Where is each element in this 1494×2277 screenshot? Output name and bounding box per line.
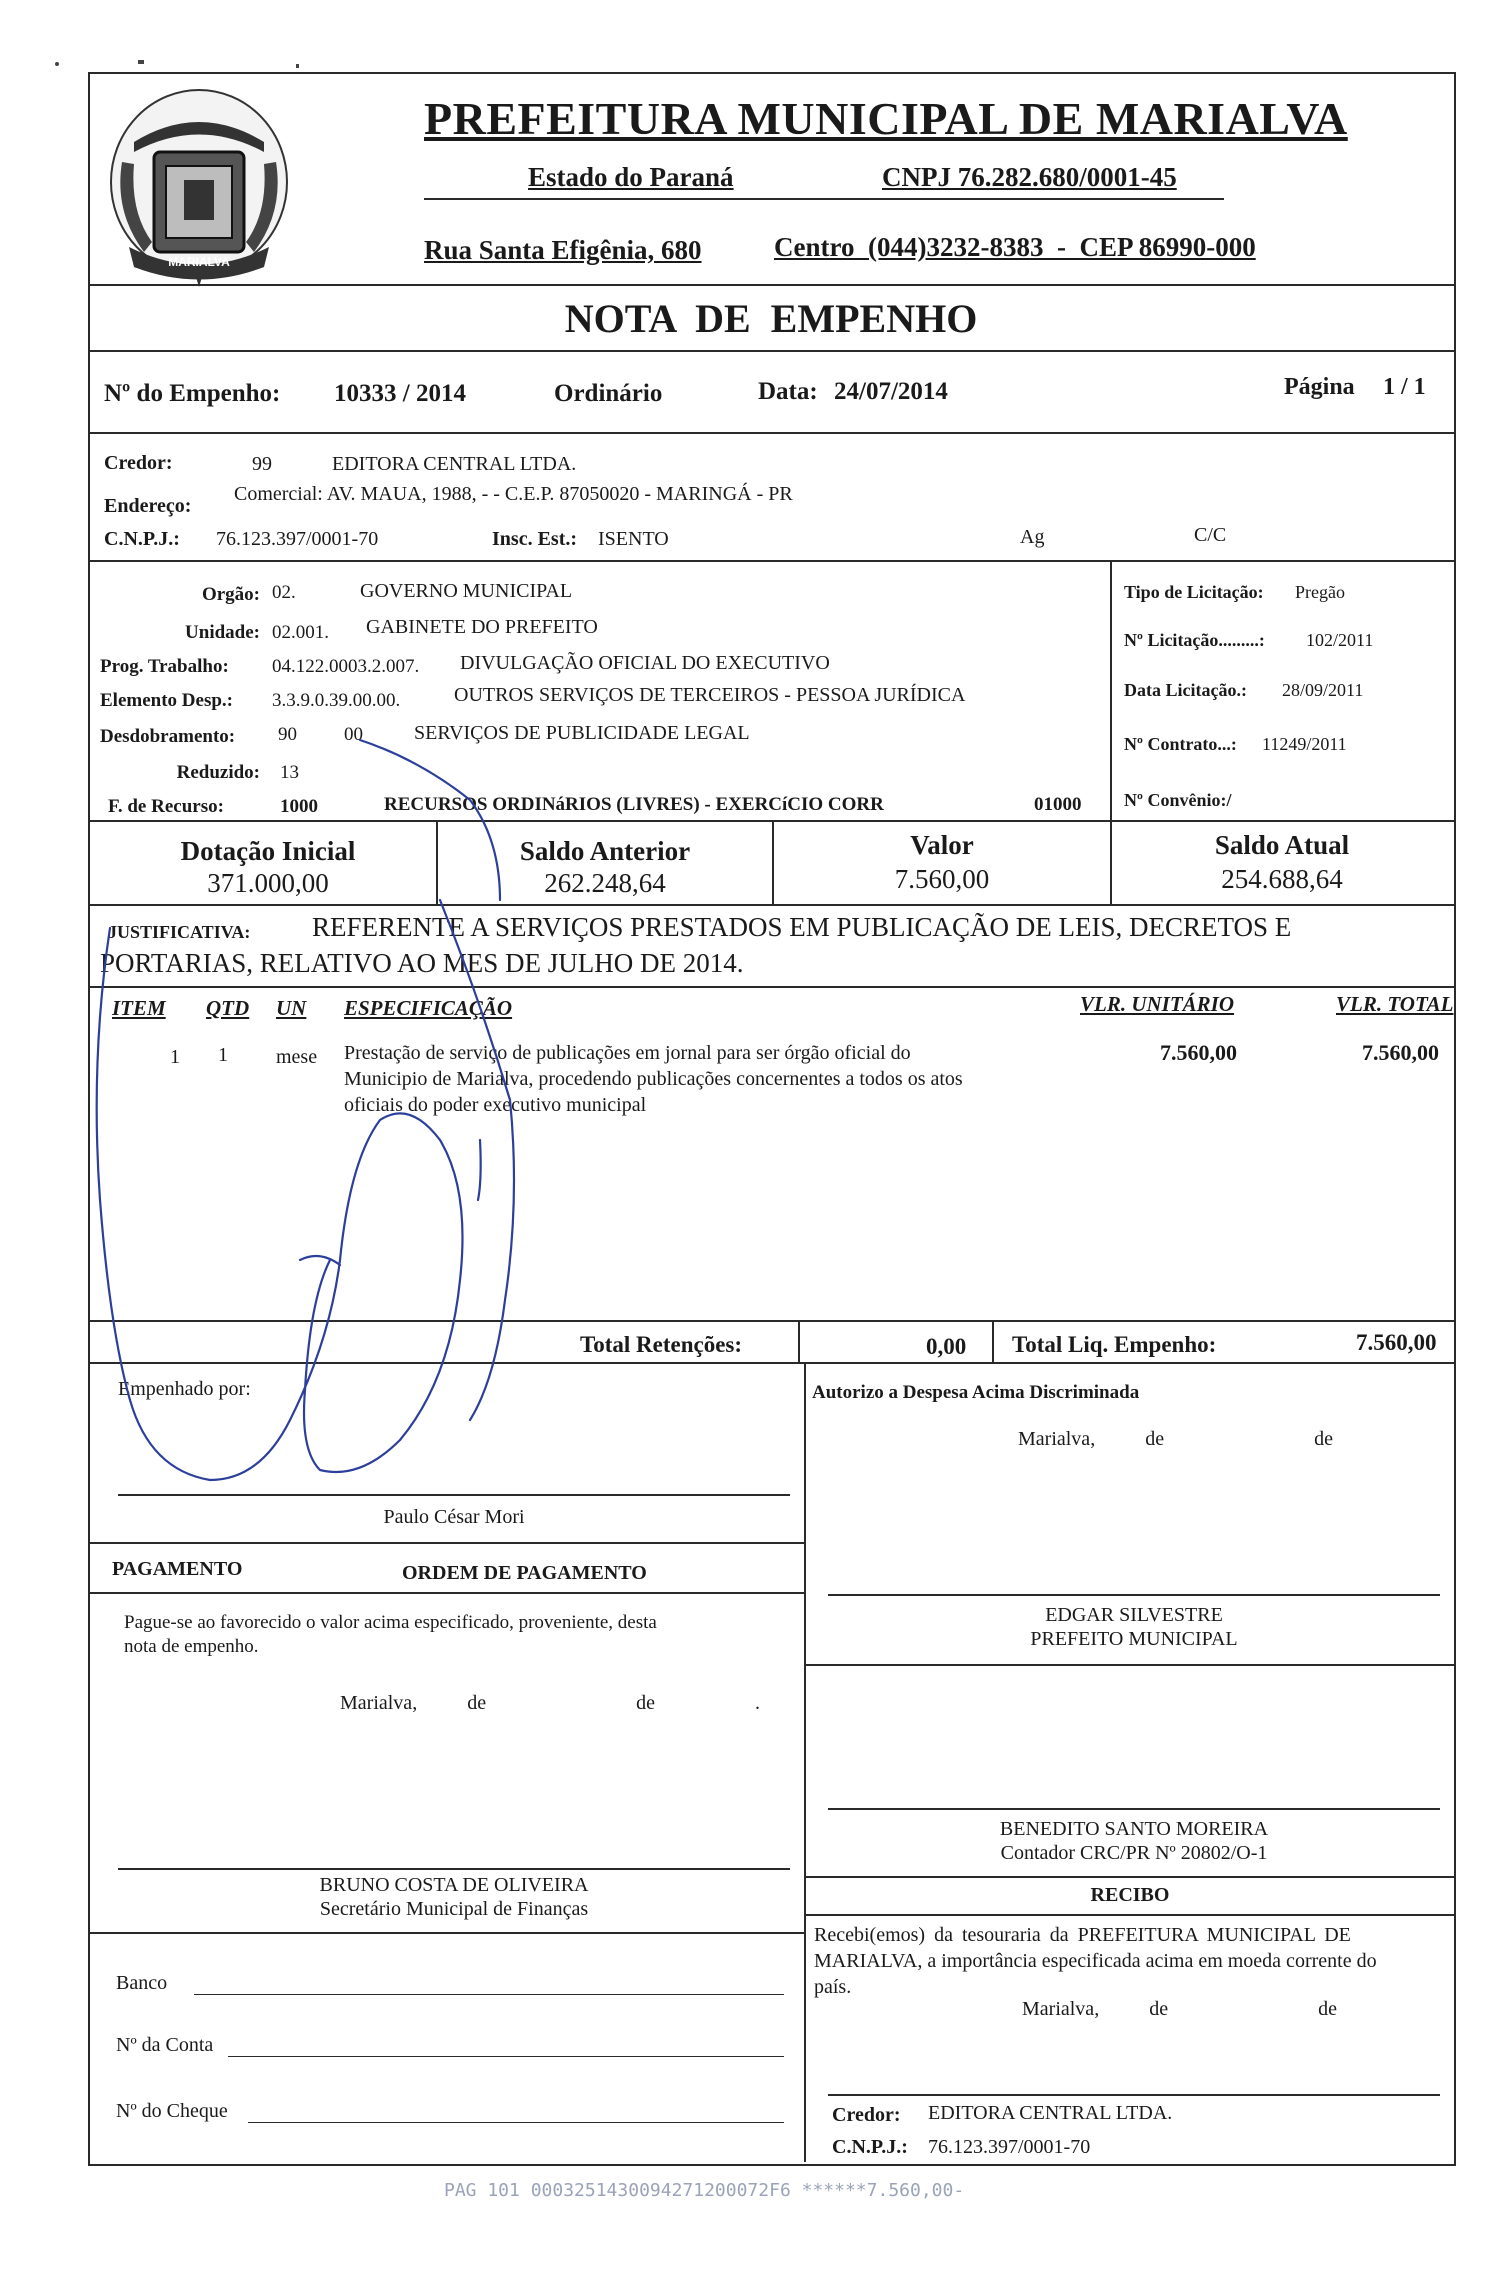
justificativa-label: JUSTIFICATIVA:	[108, 922, 251, 942]
col-total-value: VLR. TOTAL	[1336, 992, 1454, 1016]
credor-label: Credor:	[104, 452, 173, 474]
saldo-anterior-label: Saldo Anterior	[519, 836, 691, 866]
saldo-atual-label: Saldo Atual	[1214, 830, 1350, 860]
cnpj-label: C.N.P.J.:	[104, 528, 180, 550]
credor-address: Comercial: AV. MAUA, 1988, - - C.E.P. 87050020 - MARINGÁ - PR	[234, 483, 793, 505]
reduzido-label: Reduzido:	[176, 762, 260, 783]
col-un: UN	[276, 996, 307, 1020]
page-label: Página	[1284, 374, 1355, 400]
num-licitacao: 102/2011	[1306, 630, 1374, 650]
place-date-2: Marialva, de de .	[340, 1692, 760, 1714]
pague-line1: Pague-se ao favorecido o valor acima especificado, proveniente, desta	[124, 1612, 657, 1633]
row-un: mese	[276, 1046, 318, 1068]
empenho-date-label: Data:	[758, 378, 818, 405]
empenho-number: 10333 / 2014	[334, 380, 466, 407]
ag-label: Ag	[1020, 526, 1045, 548]
elemento-code: 3.3.9.0.39.00.00.	[272, 690, 401, 711]
contador-title: Contador CRC/PR Nº 20802/O-1	[1000, 1842, 1268, 1864]
col-spec: ESPECIFICAÇÃO	[344, 996, 513, 1020]
empenho-number-label: Nº do Empenho:	[104, 380, 281, 407]
ordem-label: ORDEM DE PAGAMENTO	[402, 1562, 647, 1584]
recurso-label: F. de Recurso:	[108, 796, 224, 817]
elemento-name: OUTROS SERVIÇOS DE TERCEIROS - PESSOA JURÍDICA	[454, 684, 966, 706]
justificativa-line1: REFERENTE A SERVIÇOS PRESTADOS EM PUBLICAÇÃO DE LEIS, DECRETOS E	[312, 912, 1292, 942]
saldo-atual-value: 254.688,64	[1221, 864, 1343, 894]
recurso-name: RECURSOS ORDINáRIOS (LIVRES) - EXERCíCIO CORR	[384, 794, 884, 815]
recibo-line2: MARIALVA, a importância especificada acima em moeda corrente do	[814, 1950, 1377, 1972]
header-cnpj: CNPJ 76.282.680/0001-45	[882, 162, 1177, 192]
unidade-code: 02.001.	[272, 622, 329, 643]
valor-value: 7.560,00	[894, 864, 990, 894]
prefeitura-title: PREFEITURA MUNICIPAL DE MARIALVA	[424, 93, 1348, 144]
retencoes-label: Total Retenções:	[580, 1332, 743, 1357]
state-name: Estado do Paraná	[528, 162, 734, 192]
recibo-credor: EDITORA CENTRAL LTDA.	[928, 2102, 1173, 2124]
recibo-label: RECIBO	[1090, 1884, 1170, 1906]
insc-value: ISENTO	[598, 528, 669, 550]
prefeito-name: EDGAR SILVESTRE	[1045, 1604, 1223, 1626]
orgao-name: GOVERNO MUNICIPAL	[360, 580, 573, 602]
unidade-name: GABINETE DO PREFEITO	[366, 616, 598, 638]
valor-label: Valor	[910, 830, 974, 860]
dotacao-label: Dotação Inicial	[180, 836, 356, 866]
header-contact: Centro (044)3232-8383 - CEP 86990-000	[774, 232, 1256, 262]
empenho-date: 24/07/2014	[834, 378, 948, 405]
insc-label: Insc. Est.:	[492, 528, 578, 550]
page-number: 1 / 1	[1383, 374, 1426, 400]
prog-code: 04.122.0003.2.007.	[272, 656, 420, 677]
prefeito-title: PREFEITO MUNICIPAL	[1030, 1628, 1238, 1650]
recibo-line1: Recebi(emos) da tesouraria da PREFEITURA MUNICIPAL DE	[814, 1924, 1351, 1946]
row-unit-value: 7.560,00	[1160, 1040, 1237, 1065]
row-item: 1	[170, 1046, 180, 1068]
row-spec-line3: oficiais do poder executivo municipal	[344, 1094, 647, 1116]
orgao-code: 02.	[272, 582, 296, 603]
prog-name: DIVULGAÇÃO OFICIAL DO EXECUTIVO	[460, 652, 830, 674]
orgao-label: Orgão:	[201, 584, 260, 605]
col-qtd: QTD	[206, 996, 250, 1020]
unidade-label: Unidade:	[185, 622, 260, 643]
justificativa-line2: PORTARIAS, RELATIVO AO MES DE JULHO DE 2014.	[100, 948, 744, 978]
banco-label: Banco	[116, 1972, 168, 1994]
recurso-code2: 01000	[1034, 794, 1082, 815]
recibo-credor-label: Credor:	[832, 2104, 901, 2126]
row-spec-line1: Prestação de serviço de publicações em jornal para ser órgão oficial do	[344, 1042, 911, 1064]
dotacao-value: 371.000,00	[207, 868, 329, 898]
pagamento-label: PAGAMENTO	[112, 1558, 243, 1580]
pague-line2: nota de empenho.	[124, 1636, 259, 1657]
tipo-licitacao-label: Tipo de Licitação:	[1124, 582, 1264, 602]
secretario-name: BRUNO COSTA DE OLIVEIRA	[319, 1874, 589, 1896]
empenhado-name: Paulo César Mori	[383, 1506, 525, 1528]
empenho-type: Ordinário	[554, 380, 663, 407]
total-liq-value: 7.560,00	[1356, 1330, 1437, 1355]
empenhado-label: Empenhado por:	[118, 1378, 251, 1400]
cheque-label: Nº do Cheque	[116, 2100, 228, 2122]
saldo-anterior-value: 262.248,64	[544, 868, 666, 898]
address-label: Endereço:	[104, 495, 192, 517]
total-liq-label: Total Liq. Empenho:	[1012, 1332, 1217, 1357]
header-street: Rua Santa Efigênia, 680	[424, 235, 702, 265]
payment-stamp-line: PAG 101 0003251430094271200072F6 ******7.560,00-	[444, 2180, 965, 2201]
contrato-number: 11249/2011	[1262, 734, 1347, 754]
col-unit-value: VLR. UNITÁRIO	[1080, 992, 1235, 1016]
contrato-label: Nº Contrato...:	[1124, 734, 1237, 754]
desdobramento-sub: 00	[344, 724, 363, 745]
recibo-line3: país.	[814, 1976, 852, 1998]
contador-name: BENEDITO SANTO MOREIRA	[999, 1818, 1269, 1840]
data-licitacao-label: Data Licitação.:	[1124, 680, 1247, 700]
desdobramento-label: Desdobramento:	[100, 726, 236, 747]
data-licitacao: 28/09/2011	[1282, 680, 1364, 700]
elemento-label: Elemento Desp.:	[100, 690, 233, 711]
credor-code: 99	[252, 453, 272, 475]
crest-banner-text: MARIALVA	[168, 255, 230, 269]
reduzido-value: 13	[280, 762, 299, 783]
conta-label: Nº da Conta	[116, 2034, 214, 2056]
recibo-cnpj: 76.123.397/0001-70	[928, 2136, 1091, 2158]
credor-name: EDITORA CENTRAL LTDA.	[332, 453, 577, 475]
autorizo-text: Autorizo a Despesa Acima Discriminada	[812, 1382, 1140, 1403]
row-spec-line2: Municipio de Marialva, procedendo publicações concernentes a todos os atos	[344, 1068, 963, 1090]
col-item: ITEM	[112, 996, 166, 1020]
convenio-label: Nº Convênio:/	[1124, 790, 1232, 810]
recibo-cnpj-label: C.N.P.J.:	[832, 2136, 908, 2158]
prog-label: Prog. Trabalho:	[100, 656, 229, 677]
recurso-code: 1000	[280, 796, 318, 817]
cc-label: C/C	[1194, 524, 1227, 546]
retencoes-value: 0,00	[926, 1334, 967, 1359]
desdobramento-code: 90	[278, 724, 297, 745]
row-total-value: 7.560,00	[1362, 1040, 1439, 1065]
num-licitacao-label: Nº Licitação.........:	[1124, 630, 1265, 650]
secretario-title: Secretário Municipal de Finanças	[319, 1898, 589, 1920]
recibo-place-date: Marialva, de de	[1022, 1998, 1337, 2020]
doc-title: NOTA DE EMPENHO	[564, 296, 978, 341]
credor-cnpj: 76.123.397/0001-70	[216, 528, 379, 550]
row-qtd: 1	[218, 1044, 228, 1066]
tipo-licitacao: Pregão	[1295, 582, 1345, 602]
desdobramento-name: SERVIÇOS DE PUBLICIDADE LEGAL	[414, 722, 750, 744]
place-date-1: Marialva, de de	[1018, 1428, 1333, 1450]
